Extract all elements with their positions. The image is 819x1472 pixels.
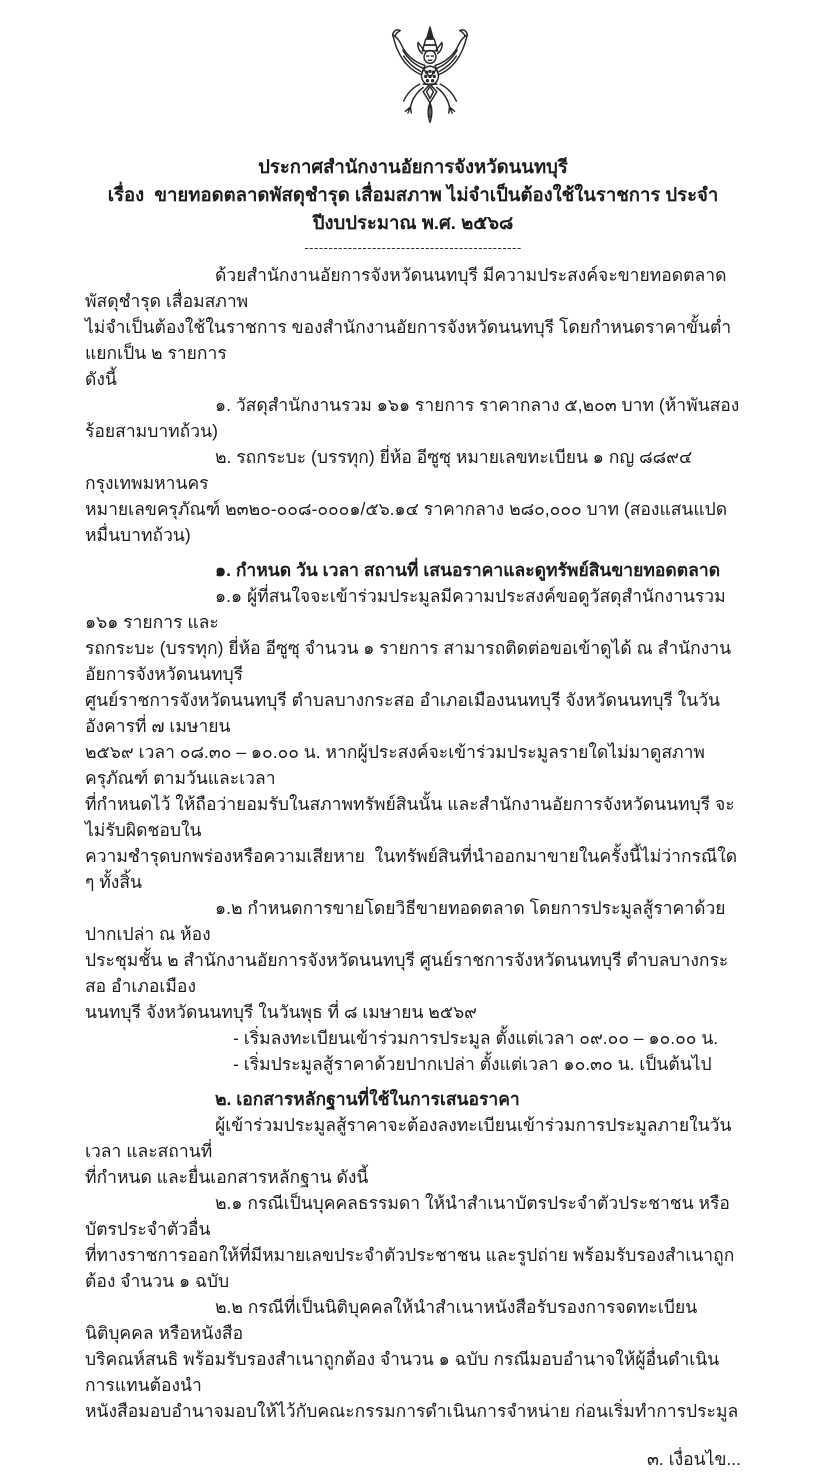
document-line: ๒.๑ กรณีเป็นบุคคลธรรมดา ให้นำสำเนาบัตรประจำตัวประชาชน หรือบัตรประจำตัวอื่น (85, 1193, 730, 1239)
continuation-note: ๓. เงื่อนไข... (646, 1449, 741, 1469)
document-body (85, 262, 741, 1424)
document-line: ๒.๒ กรณีที่เป็นนิติบุคคลให้นำสำเนาหนังสือรับรองการจดทะเบียนนิติบุคคล หรือหนังสือ (85, 1297, 698, 1343)
document-line: ๑. วัสดุสำนักงานรวม ๑๖๑ รายการ ราคากลาง ๕,๒๐๓ บาท (ห้าพันสองร้อยสามบาทถ้วน) (85, 395, 740, 441)
dashed-separator: --------------------------------------------- (304, 240, 522, 255)
document-line: ๑.๑ ผู้ที่สนใจจะเข้าร่วมประมูลมีความประสงค์ขอดูวัสดุสำนักงานรวม ๑๖๑ รายการ และ (85, 586, 731, 632)
document-line: ที่กำหนดไว้ ให้ถือว่ายอมรับในสภาพทรัพย์สินนั้น และสำนักงานอัยการจังหวัดนนทบุรี จะไม่รับผิดชอบใน (85, 794, 735, 840)
document-line: ดังนี้ (85, 369, 117, 389)
garuda-emblem-icon (379, 24, 481, 134)
document-subject: เรื่อง ขายทอดตลาดพัสดุชำรุด เสื่อมสภาพ ไม่จำเป็นต้องใช้ในราชการ ประจำปีงบประมาณ พ.ศ. ๒๕๖๘ (107, 184, 719, 233)
document-line: ศูนย์ราชการจังหวัดนนทบุรี ตำบลบางกระสอ อำเภอเมืองนนทบุรี จังหวัดนนทบุรี ในวันอังคารที่ ๗ เมษายน (85, 690, 720, 736)
document-line: ด้วยสำนักงานอัยการจังหวัดนนทบุรี มีความประสงค์จะขายทอดตลาดพัสดุชำรุด เสื่อมสภาพ (85, 265, 727, 311)
document-line: - เริ่มลงทะเบียนเข้าร่วมการประมูล ตั้งแต่เวลา ๐๙.๐๐ – ๑๐.๐๐ น. (233, 1028, 719, 1048)
section-heading: ๒. เอกสารหลักฐานที่ใช้ในการเสนอราคา (215, 1089, 520, 1109)
document-line: นนทบุรี จังหวัดนนทบุรี ในวันพุธ ที่ ๘ เมษายน ๒๕๖๙ (85, 1002, 477, 1022)
emblem-container (85, 24, 741, 139)
document-title: ประกาศสำนักงานอัยการจังหวัดนนทบุรี (258, 156, 568, 177)
document-line: หนังสือมอบอำนาจมอบให้ไว้กับคณะกรรมการดำเนินการจำหน่าย ก่อนเริ่มทำการประมูล (85, 1401, 739, 1421)
document-line: ที่กำหนด และยื่นเอกสารหลักฐาน ดังนี้ (85, 1167, 369, 1187)
document-line: หมายเลขครุภัณฑ์ ๒๓๒๐-๐๐๘-๐๐๐๑/๕๖.๑๔ ราคากลาง ๒๘๐,๐๐๐ บาท (สองแสนแปดหมื่นบาทถ้วน) (85, 499, 728, 545)
document-line: ที่ทางราชการออกให้ที่มีหมายเลขประจำตัวประชาชน และรูปถ่าย พร้อมรับรองสำเนาถูกต้อง จำนวน ๑ ฉบับ (85, 1245, 735, 1291)
document-line: ๒๕๖๙ เวลา ๐๘.๓๐ – ๑๐.๐๐ น. หากผู้ประสงค์จะเข้าร่วมประมูลรายใดไม่มาดูสภาพครุภัณฑ์ ตามวันและเวลา (85, 742, 705, 788)
section-heading: ๑. กำหนด วัน เวลา สถานที่ เสนอราคาและดูทรัพย์สินขายทอดตลาด (215, 560, 721, 580)
document-line: ๑.๒ กำหนดการขายโดยวิธีขายทอดตลาด โดยการประมูลสู้ราคาด้วยปากเปล่า ณ ห้อง (85, 898, 726, 944)
document-line: บริคณห์สนธิ พร้อมรับรองสำเนาถูกต้อง จำนวน ๑ ฉบับ กรณีมอบอำนาจให้ผู้อื่นดำเนินการแทนต้องนำ (85, 1349, 720, 1395)
document-line: ผู้เข้าร่วมประมูลสู้ราคาจะต้องลงทะเบียนเข้าร่วมการประมูลภายในวัน เวลา และสถานที่ (85, 1115, 737, 1161)
document-line: ๒. รถกระบะ (บรรทุก) ยี่ห้อ อีซูซุ หมายเลขทะเบียน ๑ กญ ๘๘๙๔ กรุงเทพมหานคร (85, 447, 698, 493)
document-line: ประชุมชั้น ๒ สำนักงานอัยการจังหวัดนนทบุรี ศูนย์ราชการจังหวัดนนทบุรี ตำบลบางกระสอ อำเภอเมือง (85, 950, 729, 996)
document-line: ความชำรุดบกพร่องหรือความเสียหาย ในทรัพย์สินที่นำออกมาขายในครั้งนี้ไม่ว่ากรณีใด ๆ ทั้งสิ้น (85, 846, 743, 892)
document-line: รถกระบะ (บรรทุก) ยี่ห้อ อีซูซุ จำนวน ๑ รายการ สามารถติดต่อขอเข้าดูได้ ณ สำนักงานอัยการจังหวัดนนทบุรี (85, 638, 732, 684)
document-line: ไม่จำเป็นต้องใช้ในราชการ ของสำนักงานอัยการจังหวัดนนทบุรี โดยกำหนดราคาขั้นต่ำแยกเป็น ๒ รายการ (85, 317, 732, 363)
document-line: - เริ่มประมูลสู้ราคาด้วยปากเปล่า ตั้งแต่เวลา ๑๐.๓๐ น. เป็นต้นไป (233, 1054, 712, 1074)
